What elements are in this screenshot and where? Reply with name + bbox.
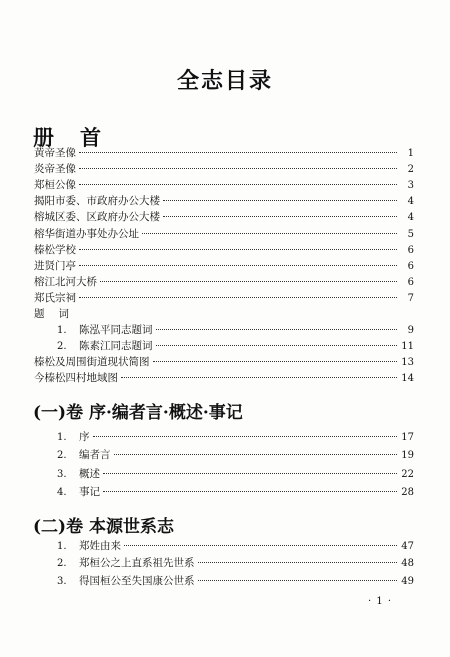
toc-entry [34, 162, 414, 177]
toc-entry-page: 48 [401, 558, 414, 570]
toc-entry-label: 题词 [34, 308, 83, 320]
toc-entry-label: 序 [79, 431, 90, 443]
dot-leader [79, 265, 397, 266]
dot-leader [100, 281, 397, 282]
toc-entry-page: 13 [401, 357, 414, 369]
toc-entry [57, 448, 414, 463]
toc-entry-label: 进贤门亭 [34, 259, 76, 272]
toc-entry [34, 194, 414, 209]
toc-entry-label: 郑桓公之上直系祖先世系 [79, 557, 195, 570]
dot-leader [121, 377, 397, 378]
dot-leader [103, 473, 397, 474]
toc-entry-page: 7 [407, 292, 414, 304]
toc-entry-label: 事记 [79, 485, 100, 498]
toc-entry [34, 275, 414, 290]
toc-entry [57, 556, 414, 571]
section-heading-vol2: (二)卷 本源世系志 [33, 517, 175, 537]
toc-entry-label: 概述 [79, 467, 100, 480]
toc-entry-page: 5 [407, 228, 414, 240]
toc-entry-label: 今榛松四村地域图 [34, 372, 118, 385]
toc-entry [34, 210, 414, 225]
toc-entry-page: 49 [401, 575, 414, 587]
toc-entry-label: 炎帝圣像 [34, 163, 76, 176]
dot-leader [79, 297, 397, 298]
dot-leader [114, 454, 398, 455]
toc-entry [57, 574, 414, 589]
toc-entry-label: 榕江北河大桥 [34, 275, 97, 288]
toc-entry [57, 430, 414, 445]
page-number-footer: · 1 · [368, 596, 393, 607]
toc-entry [34, 227, 414, 242]
toc-entry-label: 郑姓由来 [79, 540, 121, 552]
toc-entry [57, 323, 414, 338]
toc-entry-page: 2 [407, 164, 414, 176]
dot-leader [79, 152, 397, 153]
toc-entry-number: 2. [57, 450, 67, 462]
dot-leader [198, 580, 398, 581]
toc-entry-label: 得国桓公至失国康公世系 [79, 574, 195, 587]
toc-entry [57, 539, 414, 554]
toc-entry-page: 9 [407, 325, 414, 337]
dot-leader [79, 249, 397, 250]
dot-leader [153, 361, 398, 362]
toc-entry-number: 3. [57, 575, 67, 587]
toc-entry-label: 郑氏宗祠 [34, 291, 76, 304]
toc-entry-page: 11 [401, 341, 414, 353]
toc-entry-page: 4 [407, 212, 414, 224]
toc-entry-page: 17 [401, 432, 414, 443]
toc-entry-page: 6 [407, 244, 414, 256]
toc-entry-number: 1. [57, 325, 67, 337]
toc-entry-page: 22 [401, 468, 414, 480]
toc-entry-label: 榛松学校 [34, 243, 76, 256]
page-title: 全志目录 [176, 69, 273, 94]
toc-entry [57, 485, 414, 500]
toc-entry [34, 146, 414, 161]
dot-leader [79, 184, 397, 185]
toc-entry-page: 28 [401, 486, 414, 498]
toc-entry-label: 编者言 [79, 449, 111, 462]
section-heading-vol1: (一)卷 序·编者言·概述·事记 [33, 403, 243, 423]
toc-entry-label: 榕华街道办事处办公址 [34, 227, 139, 240]
toc-entry-label: 郑桓公像 [34, 179, 76, 192]
toc-entry-label: 陈素江同志题词 [79, 340, 153, 353]
toc-entry-number: 2. [57, 341, 67, 353]
toc-entry [34, 291, 414, 306]
toc-entry-page: 1 [407, 148, 414, 159]
toc-entry-page: 3 [407, 180, 414, 192]
toc-entry-number: 1. [57, 541, 67, 552]
dot-leader [124, 545, 397, 546]
dot-leader [163, 216, 397, 217]
toc-entry [34, 355, 414, 370]
dot-leader [198, 562, 398, 563]
dot-leader [142, 233, 397, 234]
dot-leader [156, 329, 398, 330]
toc-entry [34, 259, 414, 274]
toc-entry [34, 371, 414, 386]
dot-leader [163, 200, 397, 201]
toc-entry-label: 榛松及周围街道现状简图 [34, 356, 150, 369]
toc-entry-number: 3. [57, 468, 67, 480]
toc-entry [57, 467, 414, 482]
toc-entry-number: 4. [57, 486, 67, 498]
toc-entry-label: 黄帝圣像 [34, 147, 76, 159]
toc-entry [57, 339, 414, 354]
toc-entry-number: 2. [57, 558, 67, 570]
toc-entry-label: 揭阳市委、市政府办公大楼 [34, 195, 160, 208]
toc-entry-label: 榕城区委、区政府办公大楼 [34, 211, 160, 224]
toc-entry [34, 243, 414, 258]
dot-leader [103, 491, 397, 492]
toc-entry-number: 1. [57, 432, 67, 443]
toc-entry [34, 307, 414, 322]
toc-entry [34, 178, 414, 193]
dot-leader [79, 168, 397, 169]
toc-entry-label: 陈泓平同志题词 [79, 324, 153, 337]
toc-entry-page: 6 [407, 260, 414, 272]
toc-entry-page: 4 [407, 196, 414, 208]
toc-entry-page: 14 [401, 373, 414, 385]
section-heading-front: 册首 [33, 125, 127, 150]
toc-entry-page: 47 [401, 541, 414, 552]
dot-leader [93, 436, 398, 437]
toc-entry-page: 6 [407, 276, 414, 288]
dot-leader [156, 345, 398, 346]
toc-entry-page: 19 [401, 450, 414, 462]
